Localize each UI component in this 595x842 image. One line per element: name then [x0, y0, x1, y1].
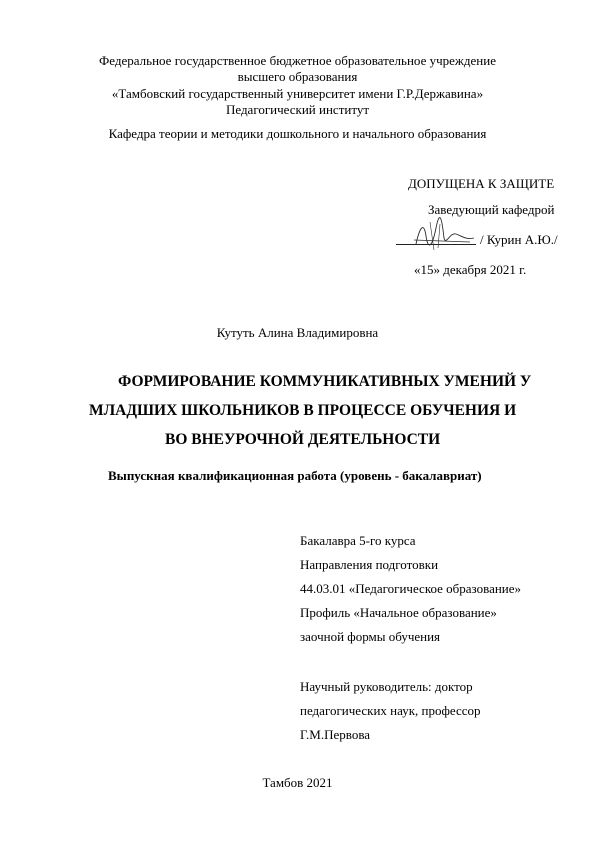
student-info-line: Профиль «Начальное образование»: [300, 605, 497, 620]
title-line-3: ВО ВНЕУРОЧНОЙ ДЕЯТЕЛЬНОСТИ: [165, 431, 441, 448]
work-type: Выпускная квалификационная работа (уровень - бакалавриат): [108, 468, 482, 483]
header-line-4: Педагогический институт: [225, 102, 370, 117]
student-info-line: 44.03.01 «Педагогическое образование»: [300, 581, 522, 596]
supervisor-line: педагогических наук, профессор: [300, 703, 481, 718]
student-info-line: Бакалавра 5-го курса: [300, 533, 416, 548]
student-info-line: заочной формы обучения: [300, 629, 441, 644]
supervisor-line: Научный руководитель: доктор: [300, 679, 473, 694]
city-year: Тамбов 2021: [262, 775, 333, 790]
header-line-3: «Тамбовский государственный университет имени Г.Р.Державина»: [111, 86, 484, 101]
department-name: Кафедра теории и методики дошкольного и начального образования: [108, 126, 487, 141]
signature-image: [410, 214, 480, 254]
approval-date: «15» декабря 2021 г.: [414, 262, 527, 277]
author-name: Кутуть Алина Владимировна: [216, 325, 379, 340]
header-line-2: высшего образования: [237, 69, 358, 84]
student-info-line: Направления подготовки: [300, 557, 439, 572]
title-line-2: МЛАДШИХ ШКОЛЬНИКОВ В ПРОЦЕССЕ ОБУЧЕНИЯ И: [89, 402, 517, 419]
head-of-department-name: / Курин А.Ю./: [480, 232, 558, 247]
title-line-1: ФОРМИРОВАНИЕ КОММУНИКАТИВНЫХ УМЕНИЙ У: [118, 373, 532, 390]
approval-status: ДОПУЩЕНА К ЗАЩИТЕ: [408, 176, 555, 191]
header-line-1: Федеральное государственное бюджетное образовательное учреждение: [99, 53, 496, 68]
supervisor-name: Г.М.Первова: [300, 727, 371, 742]
approval-position: Заведующий кафедрой: [428, 202, 555, 217]
